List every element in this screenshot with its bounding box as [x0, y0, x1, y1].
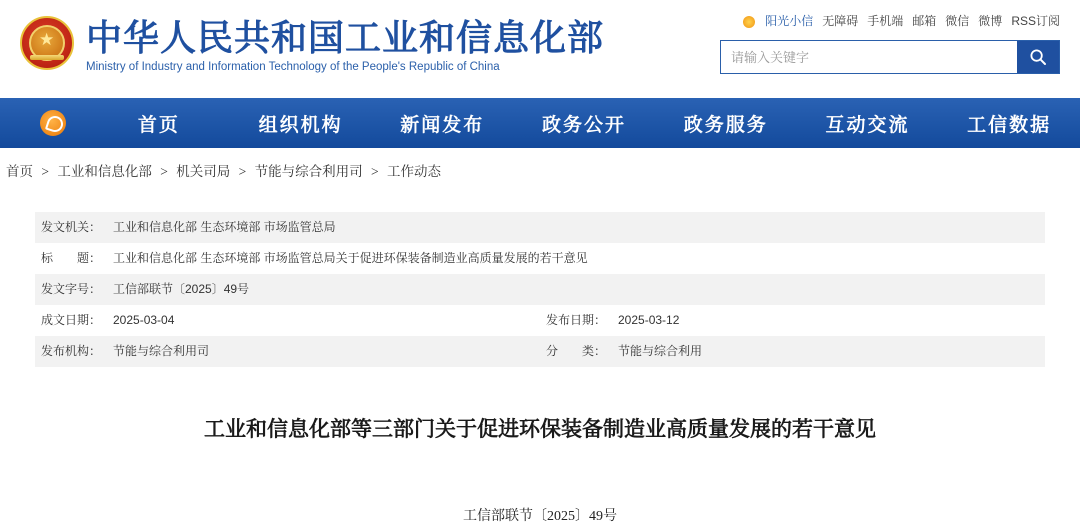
top-link-accessibility[interactable]: 无障碍 — [822, 13, 859, 28]
breadcrumb — [0, 148, 1080, 190]
nav-items — [88, 110, 1080, 137]
meta-label-title: 标 题： — [41, 251, 102, 265]
breadcrumb-separator: > — [160, 164, 168, 179]
breadcrumb-item-departments[interactable]: 机关司局 — [176, 164, 231, 179]
nav-item-news[interactable]: 新闻发布 — [400, 114, 485, 136]
meta-label-completion-date: 成文日期： — [41, 313, 102, 327]
nav-item-home[interactable]: 首页 — [137, 114, 180, 136]
meta-label-publish-date: 发布日期： — [546, 313, 607, 327]
meta-row-title — [35, 243, 1045, 274]
breadcrumb-item-ministry[interactable]: 工业和信息化部 — [57, 164, 152, 179]
nav-item-organization[interactable]: 组织机构 — [258, 114, 343, 136]
header-utilities — [720, 10, 1060, 74]
meta-value-completion-date: 2025-03-04 — [113, 313, 175, 327]
site-title-block — [86, 18, 604, 75]
document-meta-table — [35, 212, 1045, 367]
ministry-logo-icon — [40, 110, 66, 136]
site-title-en: Ministry of Industry and Information Technology of the People's Republic of China — [86, 61, 500, 73]
search-bar — [720, 40, 1060, 74]
breadcrumb-separator: > — [41, 164, 49, 179]
meta-label-document-number: 发文字号： — [41, 282, 102, 296]
search-button[interactable] — [1017, 41, 1059, 73]
meta-value-publish-date: 2025-03-12 — [618, 313, 680, 327]
breadcrumb-item-home[interactable]: 首页 — [6, 164, 33, 179]
national-emblem-icon — [18, 14, 76, 72]
top-link-weibo[interactable]: 微博 — [978, 13, 1003, 28]
top-link-sunshine[interactable]: 阳光小信 — [765, 13, 814, 28]
meta-label-publisher: 发布机构： — [41, 344, 102, 358]
site-header — [0, 0, 1080, 98]
breadcrumb-item-energy-department[interactable]: 节能与综合利用司 — [254, 164, 363, 179]
top-link-mobile[interactable]: 手机端 — [867, 13, 904, 28]
emblem-star-icon: ★ — [39, 30, 55, 49]
search-icon — [1029, 48, 1047, 66]
meta-row-publisher-category — [35, 336, 1045, 367]
meta-label-issuing-agency: 发文机关： — [41, 220, 102, 234]
breadcrumb-separator: > — [238, 164, 247, 179]
top-link-mail[interactable]: 邮箱 — [912, 13, 937, 28]
meta-value-document-number: 工信部联节〔2025〕49号 — [113, 282, 250, 296]
top-links — [720, 10, 1060, 30]
meta-label-category: 分 类： — [546, 344, 607, 358]
meta-value-category: 节能与综合利用 — [618, 344, 703, 358]
search-input[interactable] — [721, 41, 1017, 73]
nav-item-interaction[interactable]: 互动交流 — [825, 114, 910, 136]
nav-item-data[interactable]: 工信数据 — [967, 114, 1052, 136]
document-body — [0, 190, 1080, 525]
top-link-wechat[interactable]: 微信 — [945, 13, 970, 28]
breadcrumb-separator: > — [371, 164, 379, 179]
breadcrumb-item-work-updates[interactable]: 工作动态 — [387, 164, 441, 179]
meta-row-dates — [35, 305, 1045, 336]
meta-row-document-number — [35, 274, 1045, 305]
meta-row-issuing-agency — [35, 212, 1045, 243]
article-title: 工业和信息化部等三部门关于促进环保装备制造业高质量发展的若干意见 — [204, 417, 876, 441]
top-link-rss[interactable]: RSS订阅 — [1011, 13, 1060, 28]
main-navigation — [0, 98, 1080, 148]
site-title-cn: 中华人民共和国工业和信息化部 — [86, 18, 605, 58]
nav-item-government-affairs[interactable]: 政务公开 — [542, 114, 627, 136]
meta-value-title: 工业和信息化部 生态环境部 市场监管总局关于促进环保装备制造业高质量发展的若干意见 — [113, 251, 588, 265]
meta-value-publisher: 节能与综合利用司 — [113, 344, 210, 358]
sun-icon — [743, 16, 755, 28]
article-document-number: 工信部联节〔2025〕49号 — [463, 509, 617, 524]
nav-item-government-services[interactable]: 政务服务 — [683, 114, 768, 136]
meta-value-issuing-agency: 工业和信息化部 生态环境部 市场监管总局 — [113, 220, 336, 234]
